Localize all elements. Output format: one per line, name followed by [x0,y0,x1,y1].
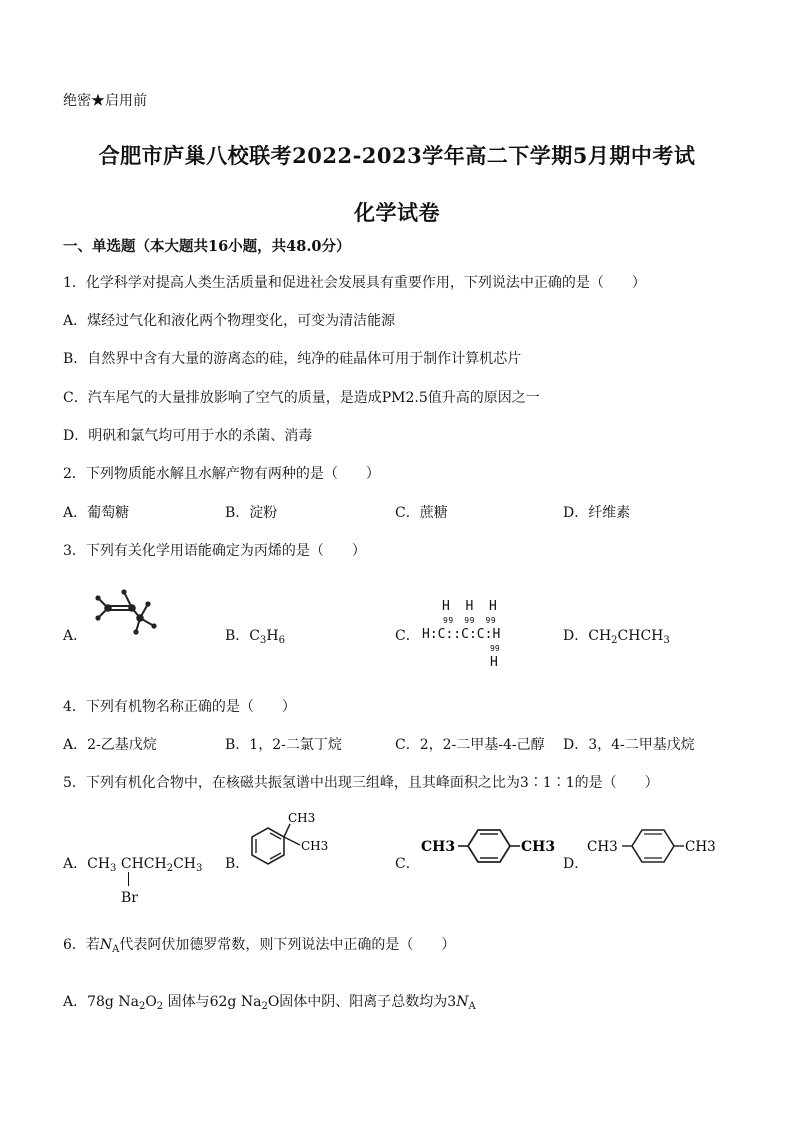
q5-a-bond-line [128,872,129,886]
q2-option-d: D．纤维素 [563,505,631,521]
confidential-label: 绝密★启用前 [63,93,147,109]
q1-stem: 1．化学科学对提高人类生活质量和促进社会发展具有重要作用，下列说法中正确的是（ ） [63,275,646,291]
q5-p-xylene-structure-c [418,822,558,870]
q5-p-xylene-structure-d [586,824,722,870]
q3-electron-dots-top: 99 99 99 [443,616,497,625]
q4-option-b: B．1，2-二氯丁烷 [225,737,342,753]
q5-d-ch3-right: CH3 [685,839,716,855]
q4-stem: 4．下列有机物名称正确的是（ ） [63,699,296,715]
q2-stem: 2．下列物质能水解且水解产物有两种的是（ ） [63,466,380,482]
q5-option-b-label: B． [225,856,250,872]
q3-electron-dots-bottom: 99 [490,644,500,653]
q5-a-bromine: Br [121,890,138,906]
q5-d-ch3-left: CH3 [587,839,618,855]
q3-option-a-label: A． [63,628,88,644]
q3-option-b: B．$C_3H_6$ [225,628,285,646]
q5-c-ch3-left: CH3 [421,839,456,855]
q4-option-c: C．2，2-二甲基-4-己醇 [395,737,545,753]
q2-option-a: A．葡萄糖 [63,505,130,521]
q3-electron-formula: H:C::C:C:H [422,627,501,642]
q5-option-a: A．$CH_3$ $CHCH_2CH_3$ [63,856,203,874]
q2-option-b: B．淀粉 [225,505,278,521]
page-subtitle: 化学试卷 [354,200,440,225]
page-title: 合肥市庐巢八校联考2022-2023学年高二下学期5月期中考试 [98,143,696,168]
q5-o-xylene-structure [244,808,334,876]
q3-stem: 3．下列有关化学用语能确定为丙烯的是（ ） [63,543,366,559]
q5-stem: 5．下列有机化合物中，在核磁共振氢谱中出现三组峰，且其峰面积之比为3∶1∶1的是（ ） [63,775,659,791]
q1-option-c: C．汽车尾气的大量排放影响了空气的质量，是造成PM2.5值升高的原因之一 [63,390,540,406]
q4-option-d: D．3，4-二甲基戊烷 [563,737,695,753]
q3-electron-bottom-h: H [490,655,498,670]
q6-option-a: A．78g $Na_2O_2$ 固体与62g $Na_2O$固体中阴、阳离子总数均为$3N_A$ [63,994,476,1012]
q3-ball-stick-model [88,580,168,640]
q4-option-a: A．2-乙基戊烷 [63,737,157,753]
q3-option-c-label: C． [395,628,420,644]
q5-b-ch3-side: CH3 [301,839,329,853]
q2-option-c: C．蔗糖 [395,505,448,521]
q6-stem: 6．若$N_A$代表阿伏加德罗常数，则下列说法中正确的是（ ） [63,937,456,955]
q1-option-d: D．明矾和氯气均可用于水的杀菌、消毒 [63,428,313,444]
q3-electron-top-h: H H H [442,599,497,614]
q5-c-ch3-right: CH3 [521,839,556,855]
q3-option-d: D．$CH_2CHCH_3$ [563,628,670,646]
q5-option-d-label: D． [563,856,589,872]
q1-option-a: A．煤经过气化和液化两个物理变化，可变为清洁能源 [63,313,396,329]
section-heading: 一、单选题（本大题共16小题，共48.0分） [63,238,351,255]
q5-b-ch3-top: CH3 [288,811,316,825]
q1-option-b: B．自然界中含有大量的游离态的硅，纯净的硅晶体可用于制作计算机芯片 [63,351,522,367]
q5-option-c-label: C． [395,856,420,872]
